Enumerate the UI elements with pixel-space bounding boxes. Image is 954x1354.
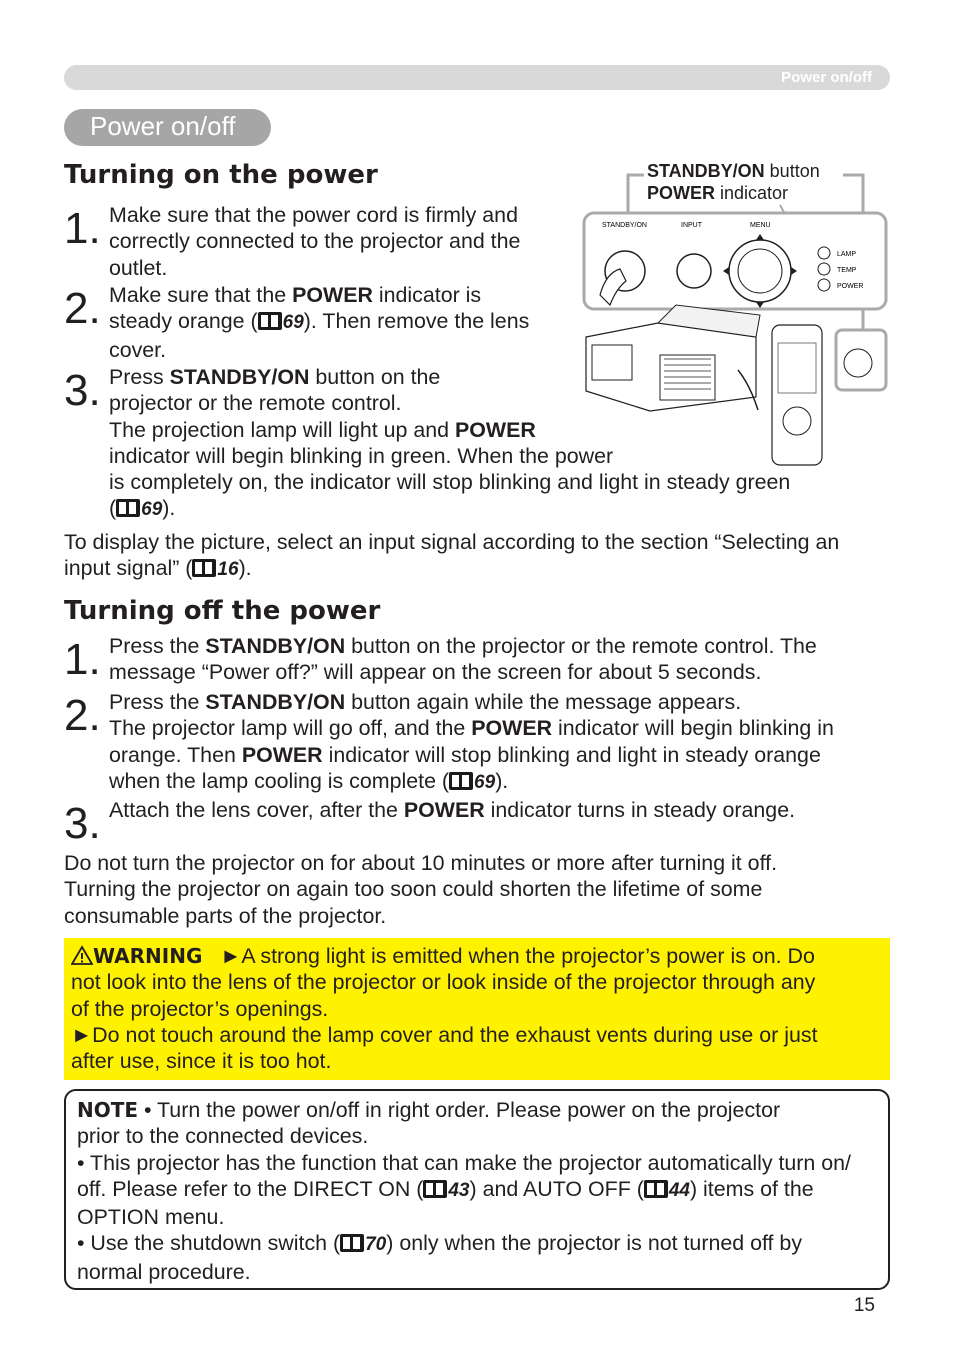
svg-text:INPUT: INPUT	[681, 222, 702, 229]
svg-text:POWER: POWER	[837, 283, 864, 290]
warning-triangle-icon	[71, 945, 93, 965]
off-step1: Press the STANDBY/ON button on the projector or the remote control. The message “Power off?” will appear on the screen for about 5 seconds.	[109, 634, 817, 685]
off-step2: Press the STANDBY/ON button again while the message appears. The projector lamp will go off, and the POWER indicator will begin blinking in orange. Then POWER indicator will stop blinking and light in steady orange when the lamp cooling is complete ( 69).	[109, 690, 834, 793]
section-title: Power on/off	[90, 111, 236, 141]
page-ref-link[interactable]: 69	[282, 312, 304, 334]
page-ref-link[interactable]: 44	[668, 1179, 690, 1201]
step-number: 2.	[64, 284, 101, 333]
step-number: 1.	[64, 635, 101, 684]
page-ref-link[interactable]: 69	[141, 499, 163, 521]
step-number: 2.	[64, 691, 101, 740]
warning-text: WARNING ►A strong light is emitted when the projector’s power is on. Do not look into the lens of the projector or look inside of the projector through any of the projector’s openings. ►Do not touch around the lamp cover and the exhaust vents during use or just after use, since it is too hot.	[71, 944, 818, 1074]
svg-text:TEMP: TEMP	[837, 267, 857, 274]
diagram-label: STANDBY/ON button POWER indicator	[647, 161, 820, 203]
projector-diagram	[580, 165, 890, 470]
page-ref-link[interactable]: 70	[365, 1234, 387, 1256]
svg-text:STANDBY/ON: STANDBY/ON	[602, 222, 647, 229]
on-after-paragraph: To display the picture, select an input signal according to the section “Selecting an input signal” ( 16).	[64, 530, 840, 581]
off-step3: Attach the lens cover, after the POWER indicator turns in steady orange.	[109, 798, 796, 822]
page-ref-icon	[423, 1180, 447, 1198]
heading-turning-off: Turning off the power	[64, 596, 381, 626]
svg-text:LAMP: LAMP	[837, 251, 857, 258]
page-number: 15	[853, 1295, 875, 1316]
page-ref-icon	[258, 312, 282, 330]
page-ref-icon	[449, 772, 473, 790]
page-ref-link[interactable]: 16	[217, 559, 239, 581]
page-ref-link[interactable]: 43	[448, 1179, 470, 1201]
page-ref-icon	[116, 499, 140, 517]
note-text: NOTE • Turn the power on/off in right order. Please power on the projector prior to the connected devices. • This projector has the function that can make the projector automatically turn on/ off. Please refer to the DIRECT ON ( 43) and AUTO OFF ( 44) items of the OPTION menu. • Use the shutdown switch ( 70) only when the projector is not turned off by normal procedure.	[77, 1098, 852, 1284]
page-ref-link[interactable]: 69	[474, 771, 496, 793]
off-after-paragraph: Do not turn the projector on for about 10 minutes or more after turning it off. Turning the projector on again too soon could shorten the lifetime of some consumable parts of the projector.	[64, 851, 778, 928]
page-ref-icon	[340, 1234, 364, 1252]
step-number: 3.	[64, 799, 101, 848]
page-ref-icon	[644, 1180, 668, 1198]
heading-turning-on: Turning on the power	[64, 160, 378, 190]
step-number: 1.	[64, 204, 101, 253]
on-step1: Make sure that the power cord is firmly and correctly connected to the projector and the outlet.	[109, 203, 521, 280]
on-step2: Make sure that the POWER indicator is steady orange ( 69). Then remove the lens cover.	[109, 283, 530, 362]
step-number: 3.	[64, 366, 101, 415]
header-bar	[64, 65, 890, 90]
running-title: Power on/off	[781, 69, 872, 86]
on-step3: Press STANDBY/ON button on the projector or the remote control. The projection lamp will light up and POWER indicator will begin blinking in green. When the power is completely on, the indicator will stop blinking and light in steady green ( 69).	[109, 365, 791, 521]
page-ref-icon	[192, 559, 216, 577]
svg-text:MENU: MENU	[750, 222, 771, 229]
